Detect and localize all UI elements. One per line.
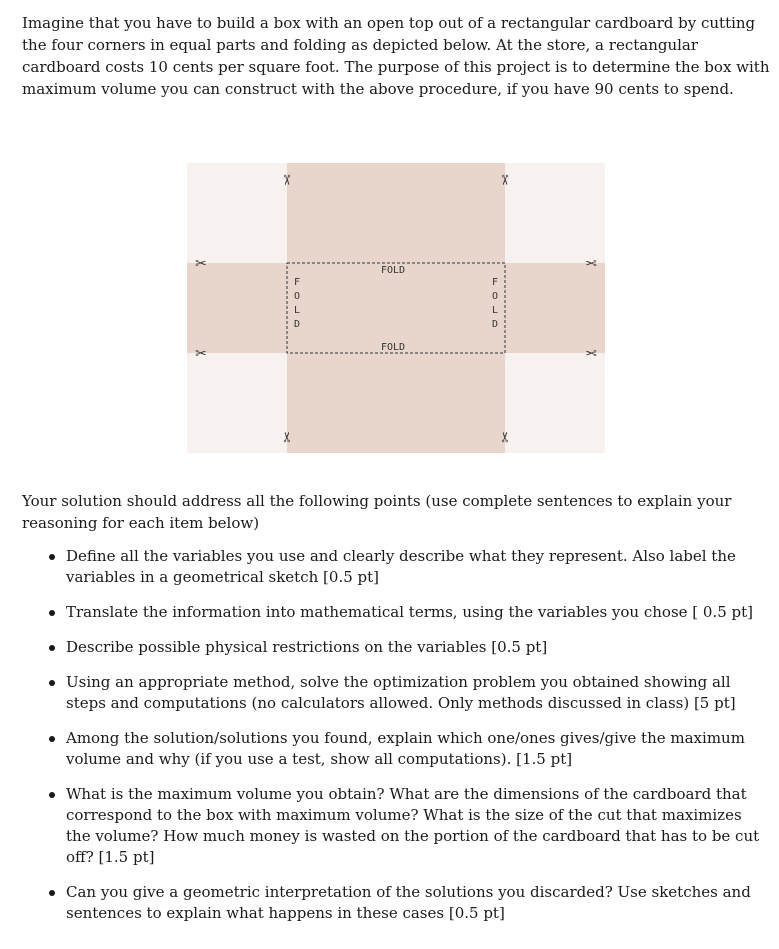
list-item: Describe possible physical restrictions on the variables [0.5 pt] — [22, 637, 770, 658]
scissors-icon: ✂ — [585, 344, 597, 360]
fold-label-left-2: O — [294, 291, 301, 302]
list-item: Translate the information into mathematical terms, using the variables you chose [ 0.5 pt] — [22, 602, 770, 623]
cardboard-diagram — [187, 163, 605, 453]
requirements-intro: Your solution should address all the following points (use complete sentences to explain your reasoning for each item below) — [22, 492, 732, 532]
fold-label-right-4: D — [492, 319, 499, 330]
fold-label-right-1: F — [492, 277, 499, 288]
list-item: Can you give a geometric interpretation of the solutions you discarded? Use sketches and sentences to explain what happens in these cases [0.5 pt] — [22, 882, 770, 924]
fold-label-right-2: O — [492, 291, 499, 302]
scissors-icon: ✂ — [278, 174, 294, 186]
scissors-icon: ✂ — [496, 174, 512, 186]
cardboard-figure — [187, 163, 605, 453]
list-item: Define all the variables you use and clearly describe what they represent. Also label the variables in a geometrical sketch [0.5 pt] — [22, 546, 770, 588]
fold-label-top: FOLD — [380, 265, 406, 276]
fold-label-bottom: FOLD — [380, 342, 406, 353]
requirements-list — [22, 546, 770, 924]
scissors-icon: ✂ — [195, 256, 207, 272]
cardboard-horizontal-band — [187, 263, 605, 353]
list-item: Using an appropriate method, solve the optimization problem you obtained showing all steps and computations (no calculators allowed. Only methods discussed in class) [5 pt] — [22, 672, 770, 714]
scissors-icon: ✂ — [585, 254, 597, 270]
scissors-icon: ✂ — [195, 346, 207, 362]
scissors-icon: ✂ — [498, 431, 514, 443]
problem-intro: Imagine that you have to build a box with an open top out of a rectangular cardboard by cutting the four corners in equal parts and folding as depicted below. At the store, a rectangular cardboard costs 10 cents per square foot. The purpose of this project is to determine the box with maximum volume you can construct with the above procedure, if you have 90 cents to spend. — [22, 14, 770, 98]
fold-label-left-3: L — [294, 305, 301, 316]
fold-label-right-3: L — [492, 305, 499, 316]
list-item: What is the maximum volume you obtain? What are the dimensions of the cardboard that correspond to the box with maximum volume? What is the size of the cut that maximizes the volume? How much money is wasted on the portion of the cardboard that has to be cut off? [1.5 pt] — [22, 784, 770, 868]
fold-label-left-1: F — [294, 277, 301, 288]
list-item: Among the solution/solutions you found, explain which one/ones gives/give the maximum volume and why (if you use a test, show all computations). [1.5 pt] — [22, 728, 770, 770]
fold-label-left-4: D — [294, 319, 301, 330]
scissors-icon: ✂ — [280, 431, 296, 443]
